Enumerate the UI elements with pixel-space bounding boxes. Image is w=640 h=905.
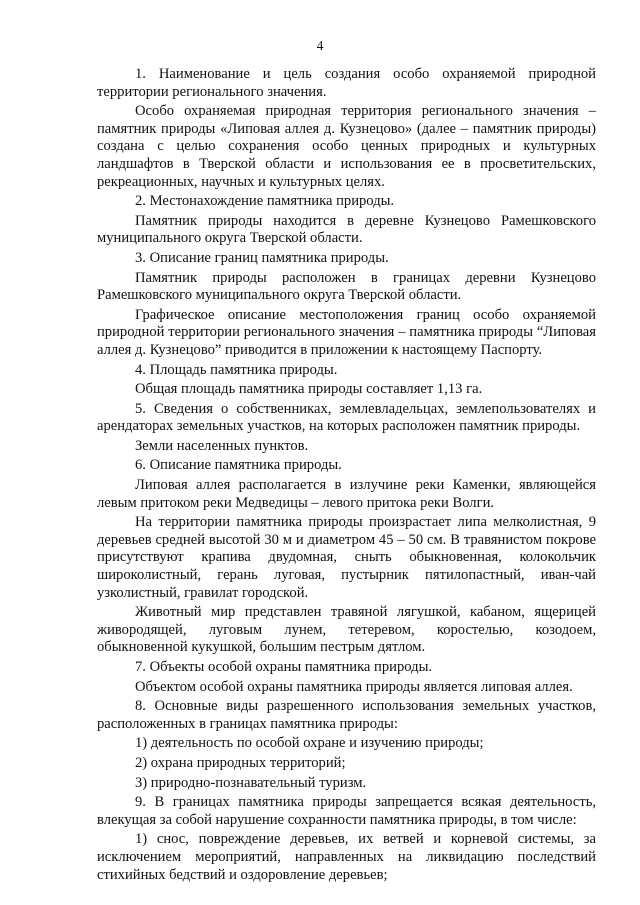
section-4-text: Общая площадь памятника природы составляет 1,13 га. bbox=[135, 381, 483, 398]
section-8-item-3: 3) природно-познавательный туризм. bbox=[135, 774, 367, 791]
section-7-text: Объектом особой охраны памятника природы является липовая аллея. bbox=[135, 678, 573, 695]
page-number: 4 bbox=[316, 38, 324, 53]
section-3-text: Памятник природы расположен в границах деревни Кузнецово Рамешковского муниципального округа Тверской области. bbox=[97, 269, 596, 304]
section-3-heading: 3. Описание границ памятника природы. bbox=[135, 249, 389, 266]
section-9-heading: 9. В границах памятника природы запрещается всякая деятельность, влекущая за собой нарушение сохранности памятника природы, в том числе: bbox=[97, 794, 596, 828]
section-2-heading: 2. Местонахождение памятника природы. bbox=[135, 193, 395, 210]
section-4-heading: 4. Площадь памятника природы. bbox=[135, 361, 338, 378]
section-9-item-1: 1) снос, повреждение деревьев, их ветвей и корневой системы, за исключением мероприятий, направленных на ликвидацию последствий стихийных бедствий и оздоровление деревьев; bbox=[97, 831, 596, 883]
section-2-text: Памятник природы находится в деревне Кузнецово Рамешковского муниципального округа Тверской области. bbox=[97, 212, 596, 247]
section-5-text: Земли населенных пунктов. bbox=[135, 437, 309, 454]
section-8-heading: 8. Основные виды разрешенного использования земельных участков, расположенных в границах памятника природы: bbox=[97, 698, 596, 732]
section-8-item-1: 1) деятельность по особой охране и изучению природы; bbox=[135, 735, 484, 752]
section-6-flora: На территории памятника природы произрастает липа мелколистная, 9 деревьев средней высотой 30 м и диаметром 45 – 50 см. В травянистом покрове присутствуют крапива двудомная, сныть обыкновенная, колокольчик широколистный, герань луговая, пустырник пятилопастный, иван-чай узколистный, гравилат городской. bbox=[97, 514, 596, 601]
section-6-heading: 6. Описание памятника природы. bbox=[135, 457, 342, 474]
section-6-location: Липовая аллея располагается в излучине реки Каменки, являющейся левым притоком реки Медведицы – левого притока реки Волги. bbox=[97, 477, 596, 511]
section-7-heading: 7. Объекты особой охраны памятника природы. bbox=[135, 659, 433, 675]
section-3-graphic-description: Графическое описание местоположения границ особо охраняемой природной территории регионального значения – памятника природы “Липовая аллея д. Кузнецово” приводится в приложении к настоящему Паспорту. bbox=[97, 306, 596, 358]
section-1-text: Особо охраняемая природная территория регионального значения – памятник природы «Липовая аллея д. Кузнецово» (далее – памятник природы) создана с целью сохранения особо ценных природных и культурных ландшафтов в Тверской области и использования ее в просветительских, рекреационных, научных и культурных целях. bbox=[97, 103, 596, 190]
section-1-heading: 1. Наименование и цель создания особо охраняемой природной территории регионального значения. bbox=[97, 66, 596, 100]
section-5-heading: 5. Сведения о собственниках, землевладельцах, землепользователях и арендаторах земельных участков, на которых расположен памятник природы. bbox=[97, 400, 596, 435]
section-8-item-2: 2) охрана природных территорий; bbox=[135, 754, 346, 771]
document-body bbox=[97, 66, 596, 886]
section-6-fauna: Животный мир представлен травяной лягушкой, кабаном, ящерицей живородящей, луговым лунем, тетеревом, коростелью, козодоем, обыкновенной кукушкой, большим пестрым дятлом. bbox=[97, 604, 596, 656]
